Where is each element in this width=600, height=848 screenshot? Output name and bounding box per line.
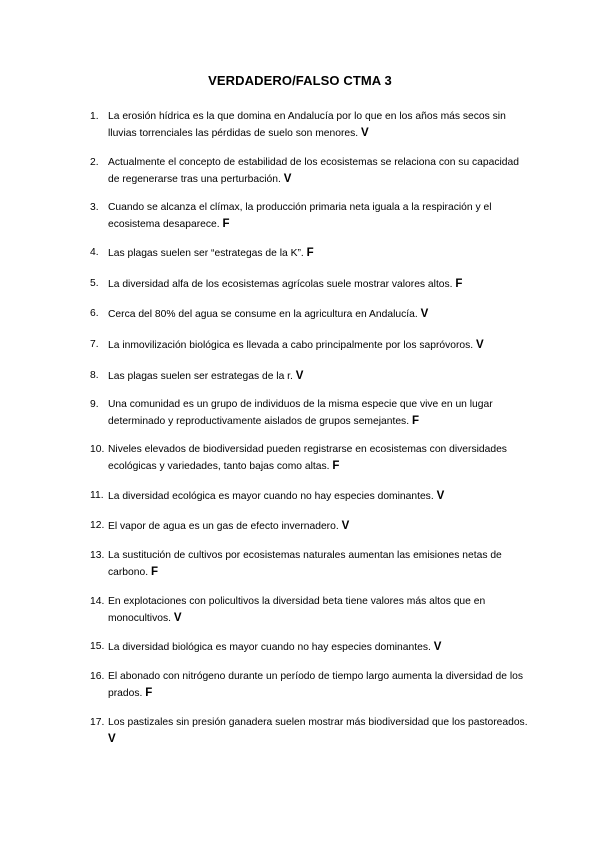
list-item	[90, 442, 530, 475]
item-number: 2.	[90, 157, 99, 168]
item-text: Cuando se alcanza el clímax, la producción primaria neta iguala a la respiración y el ecosistema desaparece.	[108, 202, 492, 230]
item-text: Una comunidad es un grupo de individuos de la misma especie que vive en un lugar determinado y reproductivamente aislados de grupos semejantes.	[108, 399, 493, 427]
item-text: La diversidad alfa de los ecosistemas agrícolas suele mostrar valores altos.	[108, 279, 453, 290]
item-text: Los pastizales sin presión ganadera suelen mostrar más biodiversidad que los pastoreados.	[108, 717, 528, 728]
item-answer: F	[222, 218, 230, 230]
item-text-wrap	[108, 245, 530, 262]
page-title: VERDADERO/FALSO CTMA 3	[208, 73, 392, 88]
item-answer: V	[108, 733, 116, 745]
item-number: 11.	[90, 490, 104, 501]
list-item	[90, 548, 530, 581]
item-text-wrap	[108, 669, 530, 702]
item-text: La erosión hídrica es la que domina en Andalucía por lo que en los años más secos sin lluvias torrenciales las pérdidas de suelo son menores.	[108, 111, 506, 139]
item-text-wrap	[108, 337, 530, 354]
item-answer: V	[436, 490, 445, 502]
item-answer: V	[341, 520, 350, 532]
item-text-wrap	[108, 368, 530, 385]
item-text-wrap	[108, 155, 530, 188]
item-text: El abonado con nitrógeno durante un período de tiempo largo aumenta la diversidad de los prados.	[108, 671, 524, 699]
item-number: 15.	[90, 641, 105, 652]
list-item	[90, 518, 530, 535]
item-answer: V	[433, 641, 442, 653]
list-item	[90, 397, 530, 430]
list-item	[90, 594, 530, 627]
item-number: 7.	[90, 339, 99, 350]
item-answer: F	[145, 687, 153, 699]
list-item	[90, 155, 530, 188]
item-text: Las plagas suelen ser “estrategas de la K”.	[108, 248, 304, 259]
item-text: Las plagas suelen ser estrategas de la r.	[108, 371, 293, 382]
item-text: La diversidad ecológica es mayor cuando no hay especies dominantes.	[108, 491, 434, 502]
item-text: Actualmente el concepto de estabilidad de los ecosistemas se relaciona con su capacidad de regenerarse tras una perturbación.	[108, 157, 519, 185]
list-item	[90, 276, 530, 293]
item-answer: V	[361, 127, 369, 139]
item-number: 9.	[90, 399, 99, 410]
list-item	[90, 368, 530, 385]
item-number: 6.	[90, 308, 99, 319]
item-number: 8.	[90, 370, 99, 381]
item-text-wrap	[108, 109, 530, 142]
item-text-wrap	[108, 548, 530, 581]
item-text-wrap	[108, 715, 530, 748]
item-text: La sustitución de cultivos por ecosistemas naturales aumentan las emisiones netas de carbono.	[108, 550, 502, 578]
item-text: La inmovilización biológica es llevada a cabo principalmente por los sapróvoros.	[108, 340, 474, 351]
item-text-wrap	[108, 397, 530, 430]
item-number: 1.	[90, 111, 99, 122]
item-number: 13.	[90, 550, 105, 561]
list-item	[90, 639, 530, 656]
item-number: 17.	[90, 717, 105, 728]
item-text-wrap	[108, 639, 530, 656]
item-text-wrap	[108, 518, 530, 535]
item-answer: F	[411, 415, 419, 427]
item-number: 4.	[90, 247, 99, 258]
item-number: 16.	[90, 671, 105, 682]
list-item	[90, 669, 530, 702]
item-number: 14.	[90, 596, 105, 607]
item-text-wrap	[108, 442, 530, 475]
list-item	[90, 109, 530, 142]
item-text-wrap	[108, 276, 530, 293]
list-item	[90, 245, 530, 262]
item-answer: V	[283, 173, 292, 185]
item-text: Cerca del 80% del agua se consume en la agricultura en Andalucía.	[108, 309, 418, 320]
item-number: 3.	[90, 202, 99, 213]
item-text-wrap	[108, 306, 530, 323]
item-text: En explotaciones con policultivos la diversidad beta tiene valores más altos que en monocultivos.	[108, 596, 486, 624]
list-item	[90, 715, 530, 748]
item-text: El vapor de agua es un gas de efecto invernadero.	[108, 521, 339, 532]
item-answer: V	[420, 308, 429, 320]
item-answer: F	[150, 566, 158, 578]
item-text: Niveles elevados de biodiversidad pueden registrarse en ecosistemas con diversidades ecológicas y variedades, tanto bajas como altas.	[108, 444, 507, 472]
list-item	[90, 200, 530, 233]
item-answer: F	[455, 278, 463, 290]
item-number: 5.	[90, 278, 99, 289]
list-item	[90, 337, 530, 354]
item-answer: V	[173, 612, 182, 624]
item-text: La diversidad biológica es mayor cuando no hay especies dominantes.	[108, 642, 431, 653]
item-answer: F	[306, 247, 314, 259]
list-item	[90, 488, 530, 505]
item-answer: V	[476, 339, 484, 351]
item-text-wrap	[108, 488, 530, 505]
list-item	[90, 306, 530, 323]
item-text-wrap	[108, 594, 530, 627]
item-answer: F	[332, 460, 340, 472]
item-number: 10.	[90, 444, 105, 455]
item-number: 12.	[90, 520, 105, 531]
item-text-wrap	[108, 200, 530, 233]
item-answer: V	[295, 370, 304, 382]
